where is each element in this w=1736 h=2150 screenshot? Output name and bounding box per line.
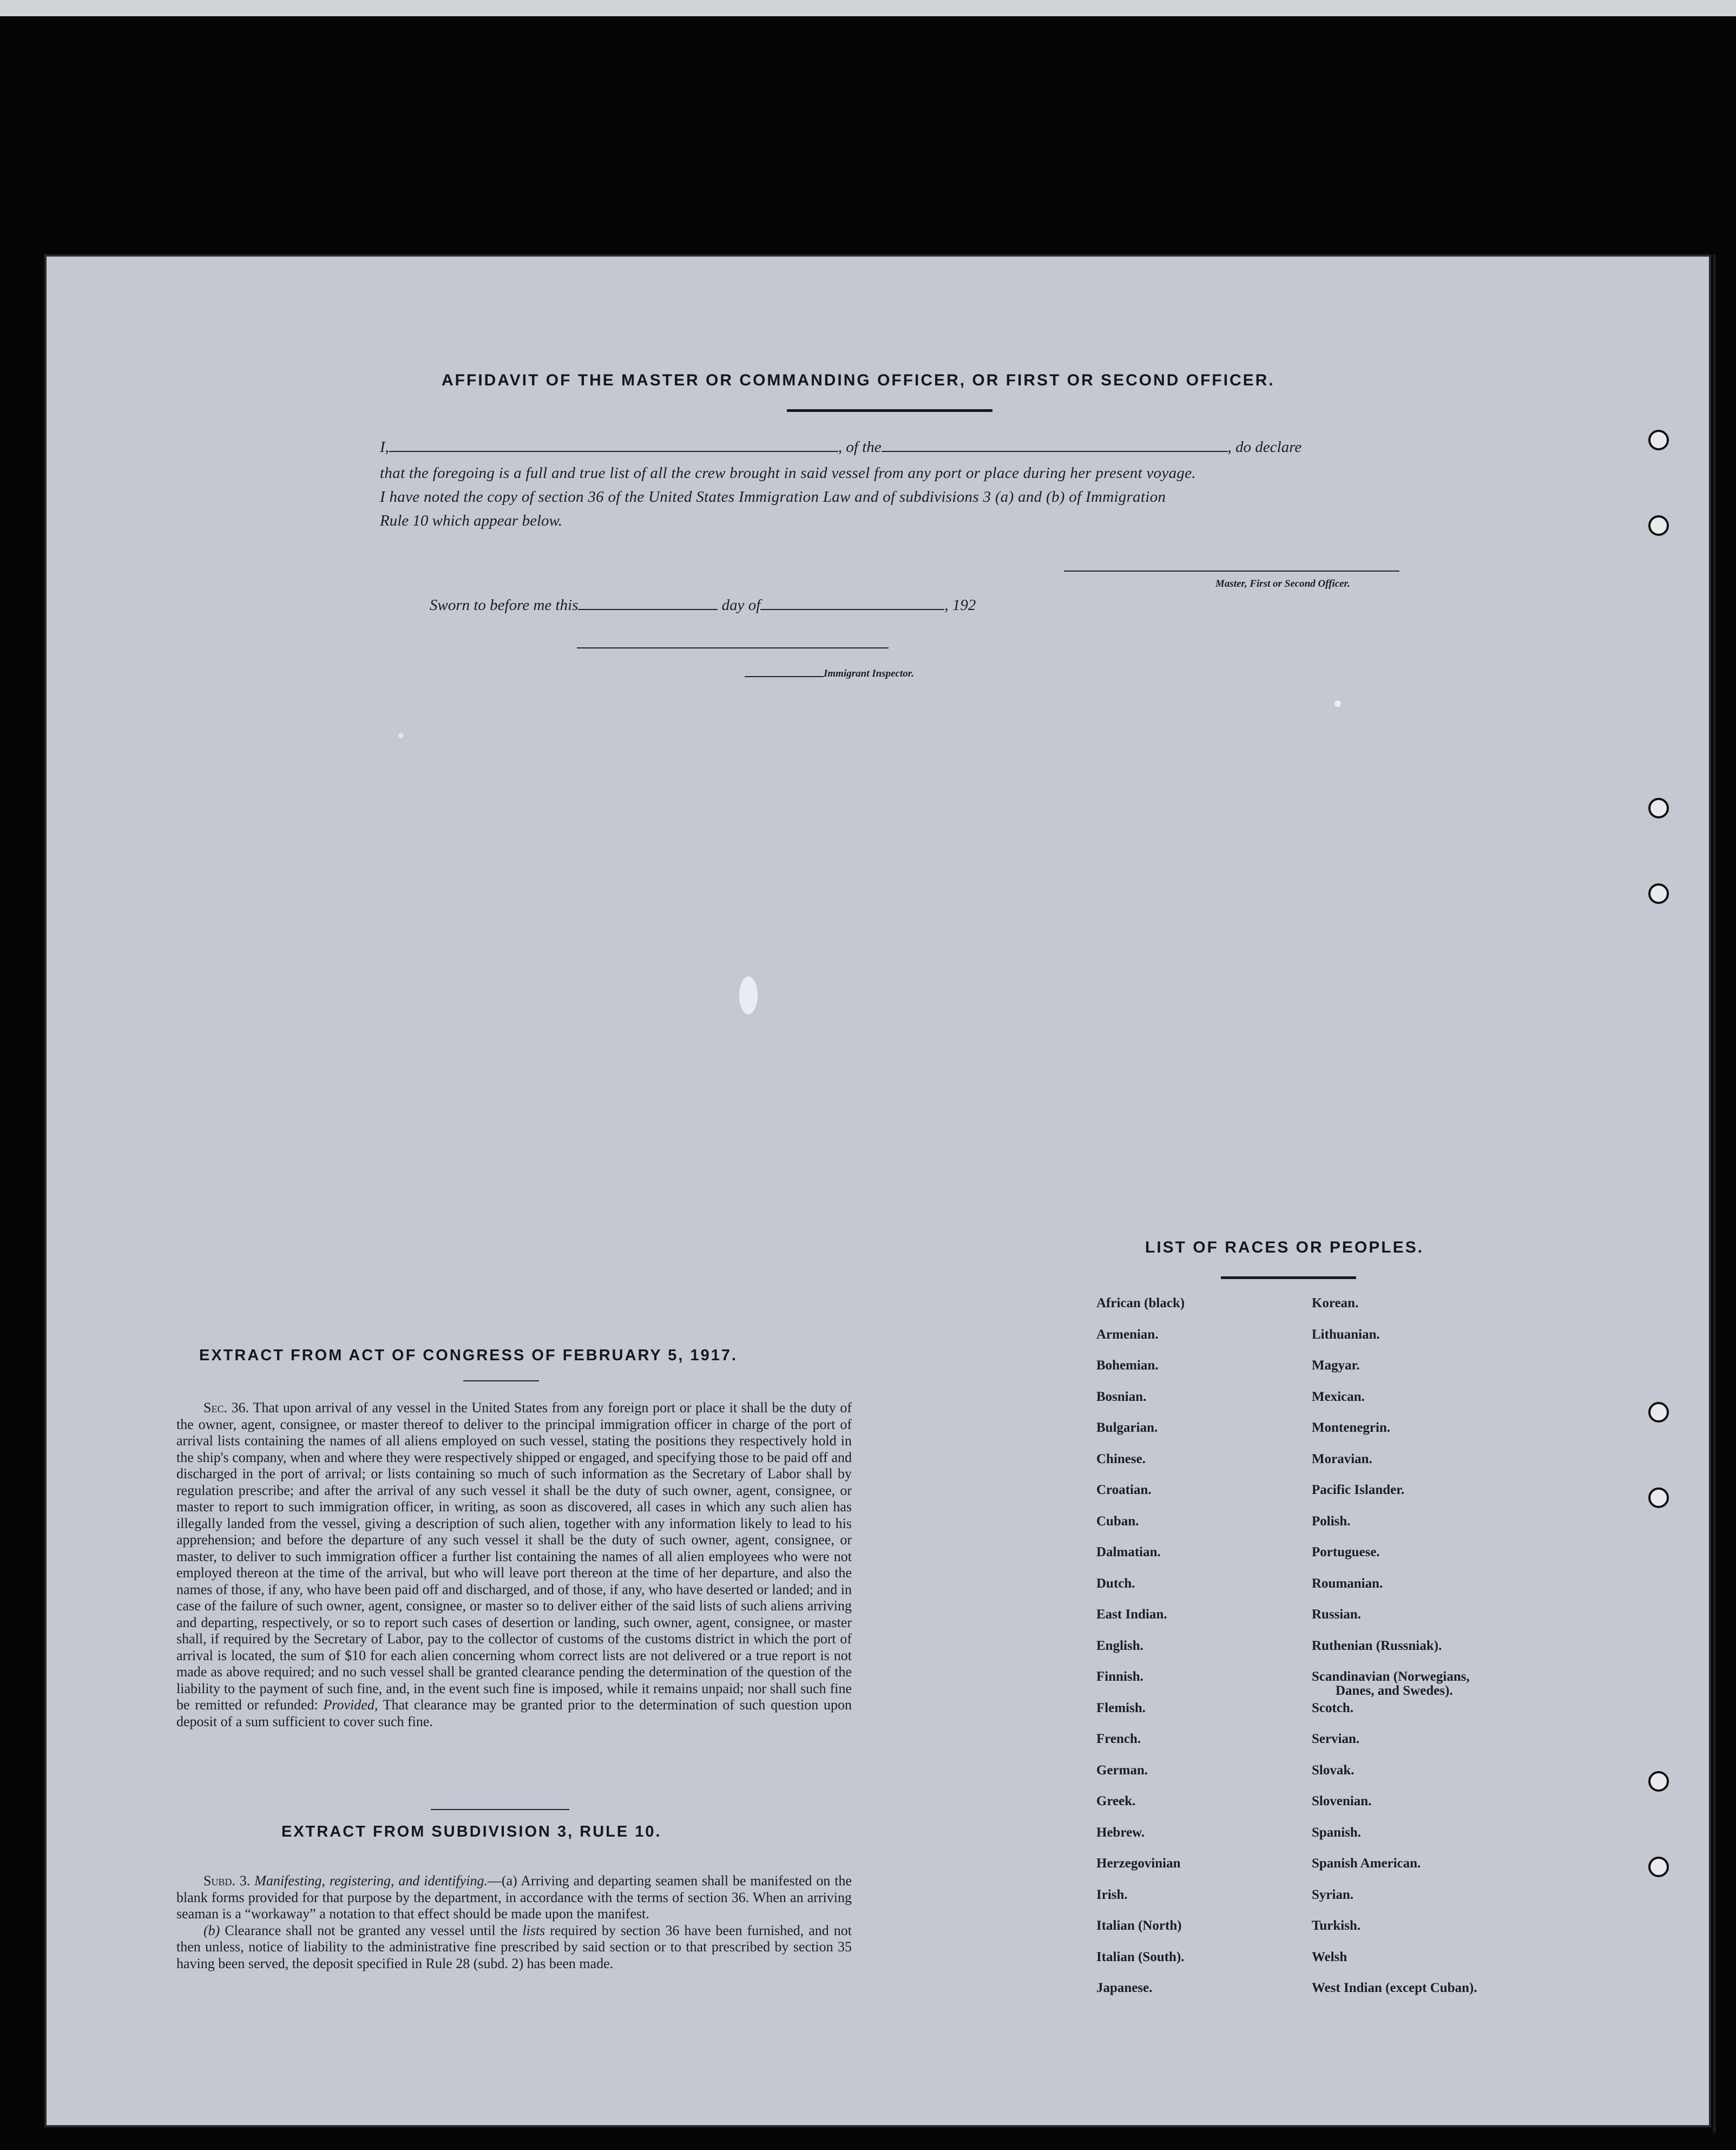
race-item: Portuguese. — [1312, 1545, 1380, 1559]
race-item: German. — [1096, 1762, 1148, 1778]
race-item: Hebrew. — [1096, 1825, 1145, 1840]
race-item: French. — [1096, 1732, 1141, 1746]
race-item: Bosnian. — [1096, 1389, 1147, 1404]
race-item: Welsh — [1312, 1949, 1347, 1964]
inspector-short-line — [745, 676, 824, 677]
rule-extract-title: EXTRACT FROM SUBDIVISION 3, RULE 10. — [281, 1823, 662, 1840]
race-item: Lithuanian. — [1312, 1327, 1380, 1342]
race-item: Irish. — [1096, 1887, 1128, 1902]
race-item: Dalmatian. — [1096, 1545, 1161, 1559]
sec-36-text-end: That clearance may be granted prior to the determination of such question upon deposit of a sum sufficient to cover such fine. — [176, 1697, 852, 1729]
scan-edge-line — [1713, 254, 1716, 2133]
of-the-label: , of the — [838, 438, 882, 456]
race-item: East Indian. — [1096, 1607, 1167, 1622]
race-item: Japanese. — [1096, 1981, 1153, 1995]
affidavit-line-4: Rule 10 which appear below. — [380, 512, 562, 529]
affidavit-title: AFFIDAVIT OF THE MASTER OR COMMANDING OFFICER, OR FIRST OR SECOND OFFICER. — [442, 371, 1275, 389]
race-item: Herzegovinian — [1096, 1856, 1181, 1871]
race-item: Pacific Islander. — [1312, 1483, 1405, 1497]
sworn-month-blank[interactable] — [760, 608, 944, 610]
race-item: Slovak. — [1312, 1762, 1354, 1778]
subd-a-text: —(a) Arriving and departing seamen shall be manifested on the blank forms provided for that purpose by the department, in accordance with the terms of section 36. When an arriving seaman is a “workaway” a notation to that effect should be made upon the manifest. — [176, 1873, 852, 1922]
race-item: Mexican. — [1312, 1389, 1365, 1404]
race-item: Dutch. — [1096, 1576, 1135, 1591]
binder-hole — [1648, 1487, 1669, 1508]
affidavit-line-3: I have noted the copy of section 36 of the United States Immigration Law and of subdivisions 3 (a) and (b) of Immigration — [380, 488, 1166, 506]
sworn-prefix: Sworn to before me this — [430, 597, 578, 614]
race-item: English. — [1096, 1638, 1143, 1653]
subd-3-label: Subd. 3. — [203, 1873, 251, 1889]
subd-b-paragraph — [176, 1923, 852, 1972]
sworn-day-of: day of — [721, 597, 761, 614]
race-item: Flemish. — [1096, 1700, 1146, 1715]
binder-hole — [1648, 1402, 1669, 1423]
sec-36-label: Sec. 36. — [203, 1400, 249, 1415]
race-item: Bulgarian. — [1096, 1420, 1158, 1435]
race-item: Russian. — [1312, 1607, 1362, 1622]
races-title-rule — [1221, 1276, 1356, 1279]
race-item: Slovenian. — [1312, 1794, 1372, 1808]
race-item: Turkish. — [1312, 1918, 1361, 1933]
name-blank[interactable] — [389, 450, 838, 452]
rule-extract-top-rule — [431, 1809, 569, 1810]
subd-b-lists: lists — [522, 1922, 545, 1938]
race-item: Servian. — [1312, 1732, 1360, 1746]
subd-b-text-1: Clearance shall not be granted any vessel until the — [225, 1922, 518, 1938]
subd-3-title: Manifesting, registering, and identifying. — [254, 1873, 488, 1889]
race-item: West Indian (except Cuban). — [1312, 1981, 1477, 1995]
race-item: Syrian. — [1312, 1887, 1354, 1902]
races-title: LIST OF RACES OR PEOPLES. — [1145, 1238, 1424, 1256]
race-item: Italian (South). — [1096, 1949, 1185, 1964]
vessel-blank[interactable] — [882, 450, 1228, 452]
scan-top-strip — [0, 0, 1736, 16]
binder-hole — [1648, 883, 1669, 904]
sec-36-text: That upon arrival of any vessel in the United States from any foreign port or place it shall be the duty of the owner, agent, consignee, or master thereof to deliver to the principal immigration officer in charge of the port of arrival lists containing the names of all aliens employed on such vessel, stating the positions they respectively hold in the ship's company, when and where they were respectively shipped or engaged, and specifying those to be paid off and discharged in the port of arrival; or lists containing so much of such information as the Secretary of Labor shall by regulation prescribe; and after the arrival of any such vessel it shall be the duty of such owner, agent, consignee, or master to report to such immigration officer, in writing, as soon as discovered, all cases in which any such alien has illegally landed from the vessel, giving a description of such alien, together with any information likely to lead to his apprehension; and before the departure of any such vessel it shall be the duty of such owner, agent, consignee, or master, to deliver to such immigration officer a further list containing the names of all alien employees who were not employed thereon at the time of the arrival, but who will leave port thereon at the time of her departure, and also the names of those, if any, who have been paid off and discharged, and of those, if any, who have deserted or landed; and in case of the failure of such owner, agent, consignee, or master so to deliver either of the said lists of such aliens arriving and departing, respectively, or so to report such cases of desertion or landing, such owner, agent, consignee, or master shall, if required by the Secretary of Labor, pay to the collector of customs of the customs district in which the port of arrival is located, the sum of $10 for each alien concerning whom correct lists are not delivered or a true report is not made as above required; and no such vessel shall be granted clearance pending the determination of the question of the liability to the payment of such fine, and, in the event such fine is imposed, while it remains unpaid; nor shall such fine be remitted or refunded: — [176, 1400, 852, 1713]
act-extract-rule — [463, 1380, 539, 1381]
act-extract-title: EXTRACT FROM ACT OF CONGRESS OF FEBRUARY 5, 1917. — [199, 1347, 738, 1364]
binder-hole — [1648, 430, 1669, 450]
race-item-continuation: Danes, and Swedes). — [1336, 1683, 1453, 1698]
binder-hole — [1648, 1857, 1669, 1877]
race-item: Magyar. — [1312, 1358, 1360, 1373]
race-item: Cuban. — [1096, 1513, 1139, 1529]
race-item: Roumanian. — [1312, 1576, 1383, 1591]
binder-hole — [1648, 1771, 1669, 1792]
race-item: Armenian. — [1096, 1327, 1159, 1342]
scan-highlight — [398, 733, 404, 738]
inspector-signature-line[interactable] — [577, 647, 889, 648]
sworn-year: , 192 — [944, 597, 976, 614]
subd-b-text-2: required by section 36 have been furnished, and not then unless, notice of liability to the administrative fine prescribed by said section or to that prescribed by section 35 having been served, the deposit specified in Rule 28 (subd. 2) has been made. — [176, 1922, 852, 1971]
race-item: Greek. — [1096, 1794, 1136, 1808]
race-item: Finnish. — [1096, 1669, 1143, 1684]
affidavit-title-rule — [787, 409, 992, 412]
subd-b-label: (b) — [203, 1922, 220, 1938]
scan-highlight — [1334, 700, 1341, 707]
race-item: Moravian. — [1312, 1451, 1372, 1466]
document-page — [44, 254, 1711, 2127]
race-item: Bohemian. — [1096, 1358, 1159, 1373]
race-item: Korean. — [1312, 1296, 1359, 1310]
do-declare-label: , do declare — [1227, 438, 1302, 456]
race-item: Montenegrin. — [1312, 1420, 1391, 1435]
affidavit-line-2: that the foregoing is a full and true list of all the crew brought in said vessel from any port or place during her present voyage. — [380, 464, 1196, 482]
race-item: Ruthenian (Russniak). — [1312, 1638, 1442, 1653]
race-item: Italian (North) — [1096, 1918, 1182, 1933]
race-item: African (black) — [1096, 1296, 1185, 1310]
master-signature-label: Master, First or Second Officer. — [1215, 578, 1350, 589]
binder-hole — [1648, 798, 1669, 818]
race-item: Polish. — [1312, 1513, 1351, 1529]
subd-a-paragraph — [176, 1873, 852, 1923]
race-item: Spanish. — [1312, 1825, 1362, 1840]
sworn-line — [430, 597, 976, 614]
declare-i-label: I, — [380, 438, 389, 456]
rule-extract-body — [176, 1873, 852, 1972]
binder-hole — [1648, 515, 1669, 536]
sworn-day-blank[interactable] — [578, 608, 718, 610]
races-list — [1096, 1296, 1583, 2010]
race-item: Croatian. — [1096, 1483, 1152, 1497]
inspector-label: Immigrant Inspector. — [824, 668, 914, 679]
affidavit-declaration-line — [380, 438, 1301, 456]
race-item: Spanish American. — [1312, 1856, 1421, 1871]
race-item: Scandinavian (Norwegians, — [1312, 1669, 1470, 1684]
act-extract-body — [176, 1400, 852, 1730]
race-item: Scotch. — [1312, 1700, 1354, 1715]
master-signature-line[interactable] — [1064, 571, 1399, 572]
race-item: Chinese. — [1096, 1451, 1146, 1466]
scan-highlight — [739, 976, 758, 1014]
provided-label: Provided, — [323, 1697, 378, 1713]
